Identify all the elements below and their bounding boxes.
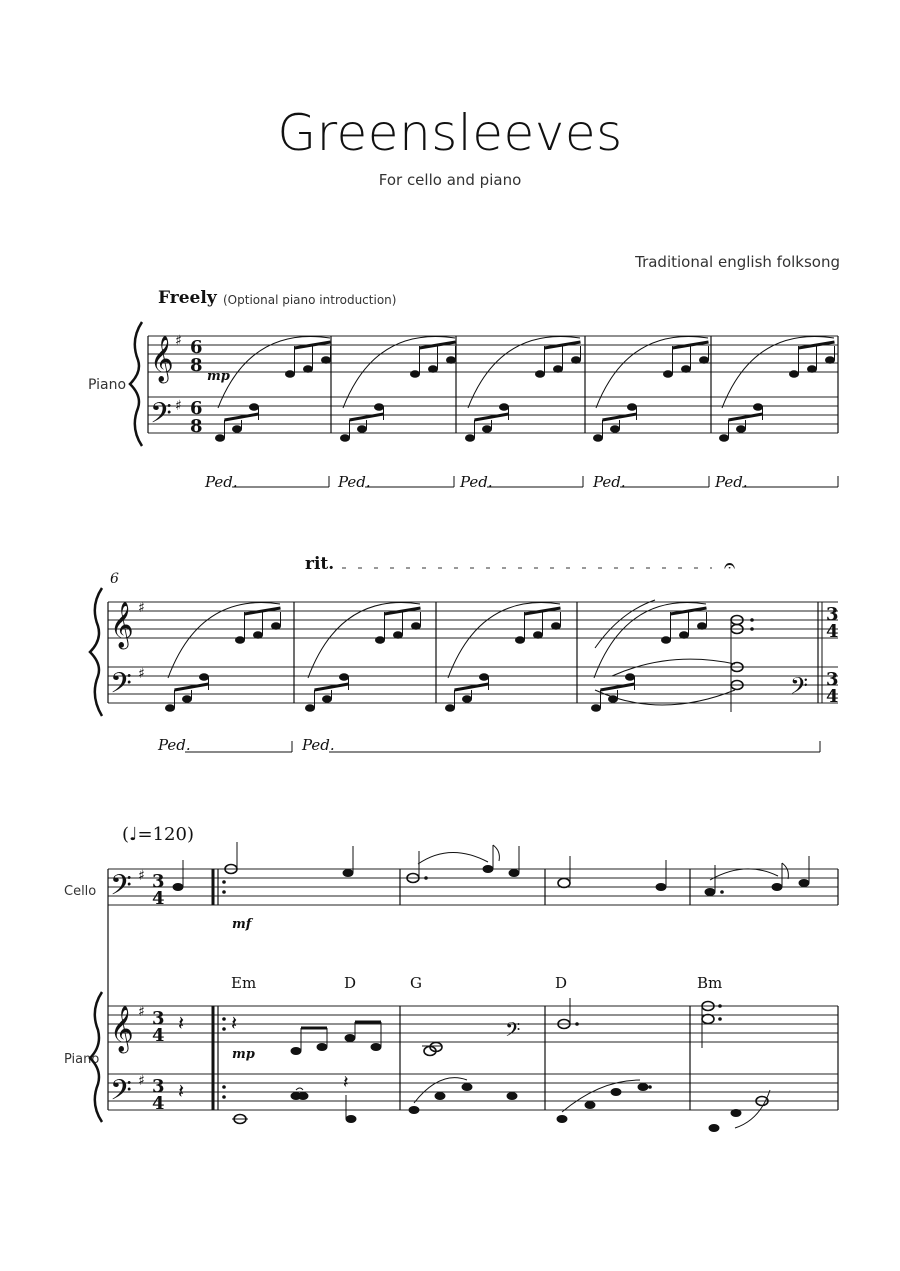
note-head	[479, 673, 489, 681]
score-subtitle: For cello and piano	[378, 171, 522, 189]
chord-symbol: Em	[231, 974, 257, 992]
note-head	[232, 425, 242, 433]
note-head	[340, 434, 350, 442]
arpeggio-notes-1	[215, 336, 835, 441]
time-sig-den: 8	[190, 355, 203, 376]
treble-clef: 𝄞	[110, 602, 134, 648]
dynamic-mp: mp	[207, 369, 230, 384]
key-sharp: ♯	[138, 868, 145, 884]
note-head	[719, 434, 729, 442]
note-head	[736, 425, 746, 433]
note-head	[321, 356, 331, 364]
bass-staff-2	[108, 667, 838, 703]
pedal-mark: Ped.	[338, 473, 371, 491]
system-2	[90, 553, 839, 754]
note-head	[627, 403, 637, 411]
time-sig-num: 3	[152, 871, 165, 892]
key-sharp: ♯	[175, 333, 182, 349]
dynamic-mf: mf	[232, 917, 252, 932]
pedal-mark: Ped.	[205, 473, 238, 491]
note-head	[357, 425, 367, 433]
bass-clef-change: 𝄢	[505, 1018, 521, 1046]
chord-symbol: D	[344, 974, 357, 992]
note-head	[679, 631, 689, 639]
note-head	[428, 365, 438, 373]
time-sig-den: 4	[152, 888, 165, 909]
note-head	[462, 695, 472, 703]
bass-clef: 𝄢	[110, 1074, 132, 1114]
note-head	[591, 704, 601, 712]
note-head	[789, 370, 799, 378]
pedal-mark: Ped.	[593, 473, 626, 491]
note-head	[482, 425, 492, 433]
note-head	[533, 631, 543, 639]
note-head	[235, 636, 245, 644]
instrument-label-piano: Piano	[88, 377, 127, 393]
time-sig-den: 8	[190, 416, 203, 437]
note-head	[465, 434, 475, 442]
note-head	[593, 434, 603, 442]
note-head	[215, 434, 225, 442]
fermata-icon: 𝄐	[724, 553, 736, 577]
note-head	[199, 673, 209, 681]
key-sharp: ♯	[138, 666, 145, 682]
note-head	[253, 631, 263, 639]
chord-symbol: Bm	[697, 974, 723, 992]
note-head	[322, 695, 332, 703]
note-head	[285, 370, 295, 378]
quarter-rest: 𝄽	[178, 1011, 185, 1035]
treble-staff-1	[148, 336, 838, 372]
chord-symbol: D	[555, 974, 568, 992]
piano-bass-notes	[232, 1072, 770, 1132]
note-head	[271, 622, 281, 630]
note-head	[411, 622, 421, 630]
time-sig-num: 3	[152, 1008, 165, 1029]
score-title: Greensleeves	[277, 104, 623, 162]
pedal-mark: Ped.	[158, 736, 191, 754]
piano-treble-notes	[291, 998, 722, 1056]
pedal-mark: Ped.	[460, 473, 493, 491]
note-head	[303, 365, 313, 373]
note-head	[571, 356, 581, 364]
chord-symbol: G	[410, 974, 422, 992]
note-head	[699, 356, 709, 364]
final-chord	[595, 600, 754, 712]
system-1	[88, 322, 838, 491]
rit-marking: rit.	[305, 554, 335, 574]
instrument-label-piano-2: Piano	[64, 1052, 100, 1067]
system-3	[64, 824, 838, 1132]
tempo-marking: Freely	[158, 288, 217, 308]
metronome-marking: (♩=120)	[122, 824, 194, 845]
note-head	[375, 636, 385, 644]
note-head	[410, 370, 420, 378]
pedal-mark: Ped.	[715, 473, 748, 491]
note-head	[610, 425, 620, 433]
pedal-row-1	[204, 473, 838, 491]
note-head	[305, 704, 315, 712]
note-head	[551, 622, 561, 630]
bass-clef-change: 𝄢	[790, 672, 809, 705]
time-sig-num: 3	[152, 1076, 165, 1097]
time-sig-num: 6	[190, 398, 203, 419]
chord-symbols	[231, 974, 722, 992]
barlines-2	[294, 602, 822, 703]
note-head	[446, 356, 456, 364]
note-head	[374, 403, 384, 411]
dynamic-mp: mp	[232, 1047, 255, 1062]
note-head	[445, 704, 455, 712]
key-sharp: ♯	[138, 1004, 145, 1020]
note-head	[182, 695, 192, 703]
key-sharp: ♯	[175, 398, 182, 414]
note-head	[663, 370, 673, 378]
brace	[90, 588, 102, 716]
note-head	[515, 636, 525, 644]
note-head	[165, 704, 175, 712]
barlines-1	[331, 336, 838, 433]
note-head	[661, 636, 671, 644]
note-head	[393, 631, 403, 639]
note-head	[807, 365, 817, 373]
note-head	[553, 365, 563, 373]
time-sig-num: 6	[190, 337, 203, 358]
note-head	[625, 673, 635, 681]
note-head	[697, 622, 707, 630]
note-head	[249, 403, 259, 411]
tempo-note: (Optional piano introduction)	[223, 293, 397, 307]
note-head	[753, 403, 763, 411]
time-sig-den: 4	[152, 1093, 165, 1114]
pedal-row-2	[157, 736, 820, 754]
measure-number: 6	[110, 571, 119, 587]
treble-clef: 𝄞	[150, 336, 174, 382]
note-head	[681, 365, 691, 373]
composer-credit: Traditional english folksong	[635, 253, 840, 271]
bass-clef: 𝄢	[150, 397, 172, 437]
time-sig-den: 4	[826, 621, 839, 642]
quarter-rest: 𝄽	[178, 1079, 185, 1103]
treble-staff-2	[108, 602, 838, 638]
time-sig-num: 3	[826, 604, 839, 625]
treble-clef: 𝄞	[110, 1006, 134, 1052]
key-sharp: ♯	[138, 600, 145, 616]
pedal-mark: Ped.	[302, 736, 335, 754]
note-head	[499, 403, 509, 411]
quarter-rest: 𝄽	[231, 1011, 238, 1035]
brace	[130, 322, 142, 446]
time-sig-den: 4	[826, 686, 839, 707]
bass-clef: 𝄢	[110, 869, 132, 909]
key-sharp: ♯	[138, 1073, 145, 1089]
time-sig-den: 4	[152, 1025, 165, 1046]
note-head	[825, 356, 835, 364]
instrument-label-cello: Cello	[64, 884, 97, 899]
quarter-rest: 𝄽	[343, 1072, 349, 1093]
time-sig-num: 3	[826, 669, 839, 690]
note-head	[339, 673, 349, 681]
bass-clef: 𝄢	[110, 667, 132, 707]
note-head	[535, 370, 545, 378]
